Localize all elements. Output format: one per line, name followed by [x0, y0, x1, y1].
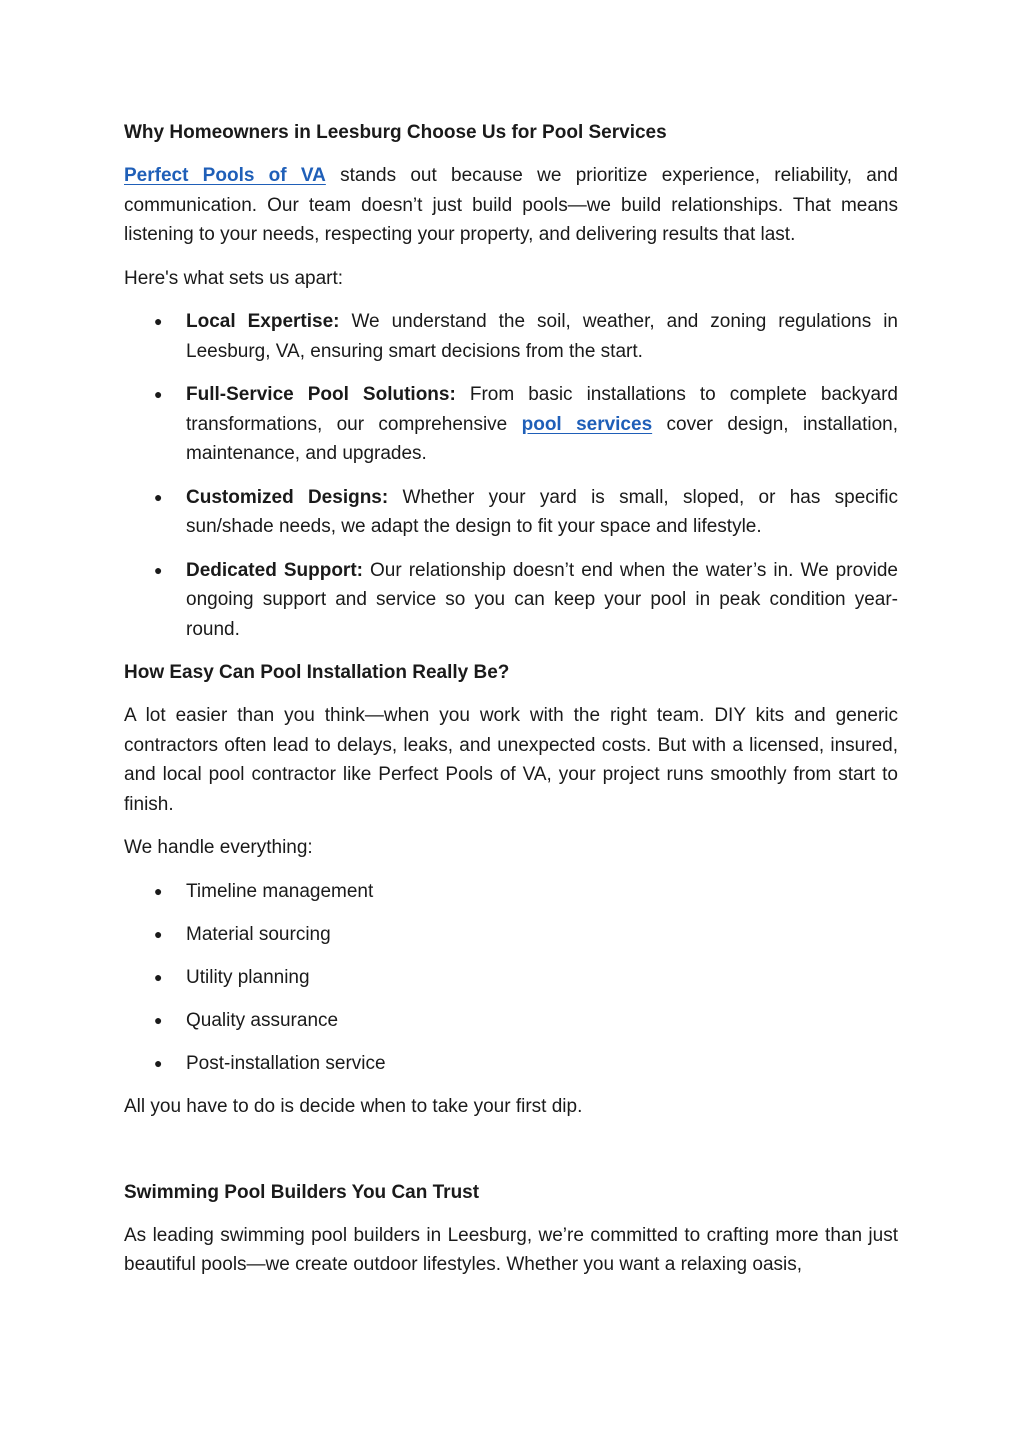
item-term: Customized Designs: — [186, 486, 389, 508]
apart-lead: Here's what sets us apart: — [124, 267, 344, 289]
item-text: Whether your yard is small, sloped, or has specific sun/shade needs, we adapt the design to fit your space and lifestyle. — [186, 486, 898, 537]
intro-text: stands out because we prioritize experience, reliability, and communication. Our team doesn’t just build pools—we build relationships. That means listening to your needs, respecting your property, and delivering results that last. — [124, 165, 898, 245]
bullet-icon: ● — [154, 313, 163, 329]
bullet-icon: ● — [154, 925, 163, 942]
handle-lead: We handle everything: — [124, 837, 313, 858]
item-text: We understand the soil, weather, and zoning regulations in Leesburg, VA, ensuring smart decisions from the start. — [186, 311, 898, 362]
list-item: ● Quality assurance — [124, 1006, 898, 1036]
item-term: Full-Service Pool Solutions: — [186, 384, 456, 405]
intro-paragraph — [124, 161, 898, 250]
item-term: Dedicated Support: — [186, 559, 363, 581]
bullet-icon: ● — [154, 386, 163, 402]
bullet-icon: ● — [154, 1011, 163, 1028]
list-item: ● Material sourcing — [124, 920, 898, 950]
section-spacer — [124, 1136, 898, 1178]
document-page — [124, 118, 898, 1294]
builders-paragraph: As leading swimming pool builders in Leesburg, we’re committed to crafting more than just beautiful pools—we create outdoor lifestyles. Whether you want a relaxing oasis, — [124, 1224, 898, 1275]
apart-list — [124, 307, 898, 644]
installation-paragraph: A lot easier than you think—when you work with the right team. DIY kits and generic contractors often lead to delays, leaks, and unexpected costs. But with a licensed, insured, and local pool contractor like Perfect Pools of VA, your project runs smoothly from start to finish. — [124, 705, 898, 815]
list-item-dedicated-support — [124, 556, 898, 645]
list-item-local-expertise — [124, 307, 898, 366]
bullet-icon: ● — [154, 1054, 163, 1071]
bullet-icon: ● — [154, 968, 163, 985]
item-text: cover design, installation, maintenance, and upgrades. — [186, 413, 898, 464]
list-item: ● Utility planning — [124, 963, 898, 993]
perfect-pools-link[interactable]: Perfect Pools of VA — [124, 165, 326, 186]
item-text: From basic installations to complete backyard transformations, our comprehensive — [186, 384, 898, 435]
pool-services-link[interactable]: pool services — [521, 413, 653, 435]
list-item-customized-designs — [124, 483, 898, 542]
bullet-icon: ● — [154, 488, 163, 505]
section-heading-builders: Swimming Pool Builders You Can Trust — [124, 1181, 480, 1203]
list-item-full-service — [124, 380, 898, 469]
section-heading-why-choose: Why Homeowners in Leesburg Choose Us for Pool Services — [124, 122, 667, 143]
item-term: Local Expertise: — [186, 311, 340, 332]
list-item: ● Timeline management — [124, 877, 898, 907]
bullet-icon: ● — [154, 561, 163, 578]
list-item: ● Post-installation service — [124, 1049, 898, 1079]
section-heading-installation: How Easy Can Pool Installation Really Be? — [124, 662, 510, 683]
handle-list — [124, 877, 898, 1079]
bullet-icon: ● — [154, 882, 163, 899]
item-text: Our relationship doesn’t end when the water’s in. We provide ongoing support and service so you can keep your pool in peak condition year-round. — [186, 559, 898, 640]
closing-paragraph: All you have to do is decide when to take your first dip. — [124, 1096, 583, 1117]
